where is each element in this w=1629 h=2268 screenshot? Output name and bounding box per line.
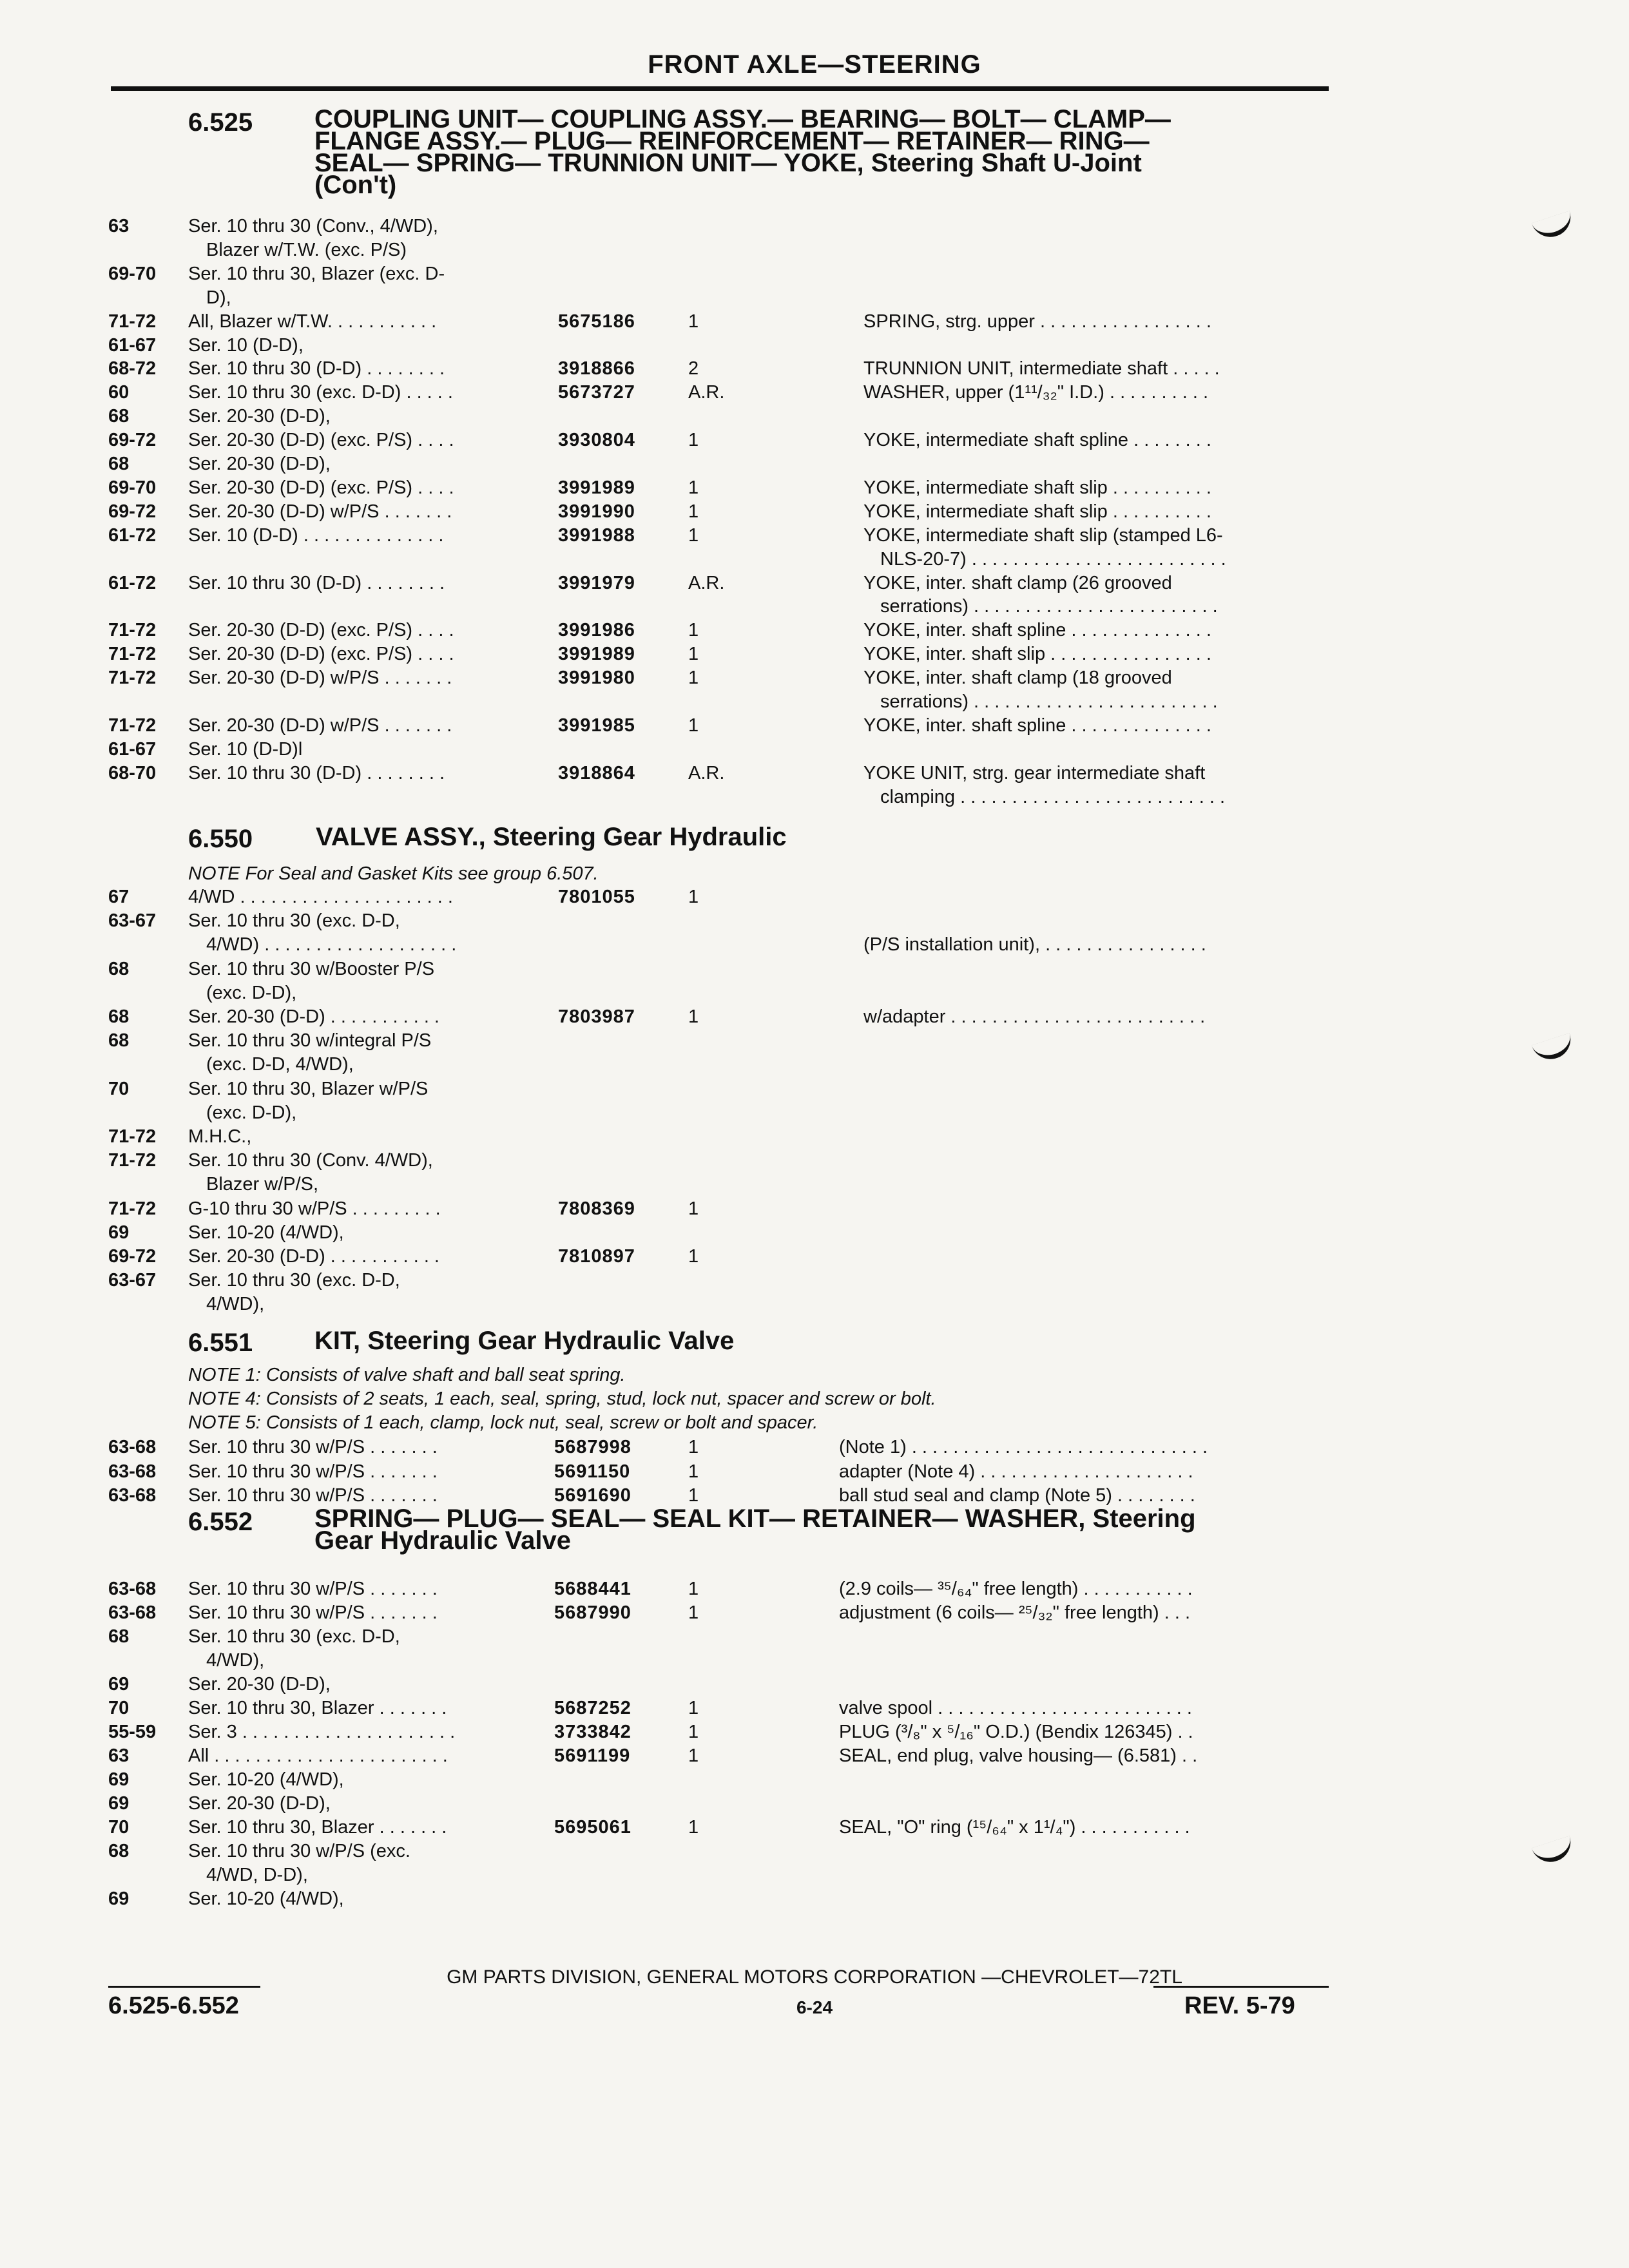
application-cell: (exc. D-D, 4/WD), bbox=[206, 1054, 354, 1075]
part-number-cell: 3991979 bbox=[558, 572, 635, 593]
year-cell: 71-72 bbox=[108, 1126, 157, 1147]
year-cell: 69-72 bbox=[108, 501, 157, 522]
description-cell: SEAL, end plug, valve housing— (6.581) . . bbox=[839, 1745, 1198, 1766]
application-cell: Ser. 10 (D-D)l bbox=[188, 738, 303, 760]
description-cell: adapter (Note 4) . . . . . . . . . . . . . . . . . . . . . bbox=[839, 1461, 1193, 1482]
section-title: VALVE ASSY., Steering Gear Hydraulic bbox=[316, 823, 787, 851]
description-cell: YOKE, inter. shaft spline . . . . . . . . . . . . . . bbox=[863, 715, 1211, 736]
part-number-cell: 7803987 bbox=[558, 1006, 635, 1027]
section-title: SPRING— PLUG— SEAL— SEAL KIT— RETAINER— WASHER, Steering Gear Hydraulic Valve bbox=[314, 1504, 1196, 1555]
table-row bbox=[0, 1841, 1629, 1865]
application-cell: M.H.C., bbox=[188, 1126, 252, 1147]
table-row bbox=[0, 1865, 1629, 1889]
quantity-cell: 1 bbox=[688, 501, 699, 522]
application-cell: Ser. 10 thru 30, Blazer w/P/S bbox=[188, 1078, 429, 1099]
application-cell: Ser. 10 thru 30 (exc. D-D) . . . . . bbox=[188, 382, 453, 403]
table-row bbox=[0, 525, 1629, 550]
description-cell: (2.9 coils— ³⁵/₆₄" free length) . . . . . . . . . . . bbox=[839, 1579, 1193, 1599]
quantity-cell: A.R. bbox=[688, 382, 725, 403]
table-row bbox=[0, 1698, 1629, 1722]
part-number-cell: 3733842 bbox=[554, 1722, 631, 1742]
quantity-cell: 2 bbox=[688, 358, 699, 380]
part-number-cell: 3930804 bbox=[558, 430, 635, 451]
table-row bbox=[0, 910, 1629, 935]
application-cell: 4/WD), bbox=[206, 1294, 265, 1315]
quantity-cell: A.R. bbox=[688, 762, 725, 783]
year-cell: 63-68 bbox=[108, 1437, 157, 1457]
table-row bbox=[0, 1745, 1629, 1770]
table-row bbox=[0, 1174, 1629, 1198]
part-number-cell: 5673727 bbox=[558, 382, 635, 403]
table-row bbox=[0, 1888, 1629, 1913]
table-row bbox=[0, 406, 1629, 430]
description-cell: (P/S installation unit), . . . . . . . . . . . . . . . . bbox=[863, 934, 1206, 956]
section-title: COUPLING UNIT— COUPLING ASSY.— BEARING— BOLT— CLAMP— FLANGE ASSY.— PLUG— REINFORCEMENT— RETAINER— RING— SEAL— SPRING— TRUNNION UNIT— YOKE, Steering Shaft U-Joint (Con't) bbox=[314, 105, 1171, 199]
year-cell: 68 bbox=[108, 454, 130, 474]
application-cell: Ser. 20-30 (D-D) w/P/S . . . . . . . bbox=[188, 715, 452, 736]
description-cell: serrations) . . . . . . . . . . . . . . . . . . . . . . . . bbox=[880, 596, 1218, 617]
year-cell: 68 bbox=[108, 1626, 130, 1647]
quantity-cell: 1 bbox=[688, 1485, 699, 1506]
application-cell: Ser. 10 thru 30 w/P/S (exc. bbox=[188, 1841, 410, 1861]
part-number-cell: 5675186 bbox=[558, 311, 635, 332]
quantity-cell: 1 bbox=[688, 668, 699, 689]
application-cell: Ser. 10 thru 30, Blazer . . . . . . . bbox=[188, 1817, 447, 1838]
table-row bbox=[0, 335, 1629, 360]
year-cell: 68-70 bbox=[108, 762, 157, 783]
year-cell: 61-67 bbox=[108, 334, 157, 356]
table-row bbox=[0, 1602, 1629, 1627]
year-cell: 69 bbox=[108, 1888, 130, 1909]
application-cell: All, Blazer w/T.W. . . . . . . . . . . bbox=[188, 311, 437, 332]
year-cell: 68 bbox=[108, 958, 130, 979]
description-cell: PLUG (³/₈" x ⁵/₁₆" O.D.) (Bendix 126345) . . bbox=[839, 1722, 1193, 1742]
part-number-cell: 5691690 bbox=[554, 1485, 631, 1506]
table-row bbox=[0, 1793, 1629, 1818]
table-row bbox=[0, 1006, 1629, 1031]
section-number: 6.551 bbox=[188, 1329, 253, 1357]
table-row bbox=[0, 240, 1629, 264]
description-cell: SEAL, "O" ring (¹⁵/₆₄" x 1¹/₄") . . . . . . . . . . . bbox=[839, 1817, 1190, 1838]
year-cell: 68-72 bbox=[108, 358, 157, 380]
application-cell: Ser. 10 thru 30 (Conv., 4/WD), bbox=[188, 216, 438, 236]
table-row bbox=[0, 763, 1629, 787]
table-row bbox=[0, 1246, 1629, 1271]
table-row bbox=[0, 668, 1629, 692]
year-cell: 71-72 bbox=[108, 620, 157, 641]
footer-publisher: GM PARTS DIVISION, GENERAL MOTORS CORPORATION —CHEVROLET—72TL bbox=[447, 1966, 1182, 1988]
section-note: NOTE 1: Consists of valve shaft and ball seat spring. bbox=[188, 1365, 626, 1385]
year-cell: 69-70 bbox=[108, 263, 157, 284]
application-cell: Ser. 20-30 (D-D) (exc. P/S) . . . . bbox=[188, 430, 454, 451]
table-row bbox=[0, 477, 1629, 502]
application-cell: Ser. 20-30 (D-D), bbox=[188, 1674, 331, 1695]
section-note: NOTE 4: Consists of 2 seats, 1 each, seal, spring, stud, lock nut, spacer and screw or bolt. bbox=[188, 1389, 936, 1409]
quantity-cell: 1 bbox=[688, 1745, 699, 1766]
application-cell: G-10 thru 30 w/P/S . . . . . . . . . bbox=[188, 1198, 441, 1219]
quantity-cell: 1 bbox=[688, 1198, 699, 1219]
application-cell: Blazer w/T.W. (exc. P/S) bbox=[206, 239, 407, 260]
year-cell: 63-67 bbox=[108, 910, 157, 932]
table-row bbox=[0, 501, 1629, 526]
application-cell: 4/WD) . . . . . . . . . . . . . . . . . . . bbox=[206, 934, 457, 956]
application-cell: Ser. 10 thru 30 (exc. D-D, bbox=[188, 1626, 400, 1647]
table-row bbox=[0, 1150, 1629, 1175]
application-cell: Ser. 20-30 (D-D) (exc. P/S) . . . . bbox=[188, 477, 454, 498]
table-row bbox=[0, 358, 1629, 383]
description-cell: YOKE, inter. shaft spline . . . . . . . . . . . . . . bbox=[863, 620, 1211, 641]
year-cell: 61-67 bbox=[108, 738, 157, 760]
part-number-cell: 5687252 bbox=[554, 1698, 631, 1718]
quantity-cell: 1 bbox=[688, 644, 699, 665]
table-row bbox=[0, 715, 1629, 740]
footer-section-range: 6.525-6.552 bbox=[108, 1992, 239, 2019]
part-number-cell: 7801055 bbox=[558, 887, 635, 907]
part-number-cell: 3991989 bbox=[558, 477, 635, 498]
year-cell: 61-72 bbox=[108, 524, 157, 546]
application-cell: Ser. 10 thru 30, Blazer (exc. D- bbox=[188, 263, 445, 284]
quantity-cell: A.R. bbox=[688, 572, 725, 593]
description-cell: YOKE UNIT, strg. gear intermediate shaft bbox=[863, 762, 1206, 783]
quantity-cell: 1 bbox=[688, 1602, 699, 1623]
top-rule bbox=[111, 86, 1329, 91]
quantity-cell: 1 bbox=[688, 311, 699, 332]
application-cell: Ser. 20-30 (D-D), bbox=[188, 406, 331, 427]
quantity-cell: 1 bbox=[688, 1698, 699, 1718]
year-cell: 69 bbox=[108, 1769, 130, 1790]
application-cell: Ser. 20-30 (D-D) w/P/S . . . . . . . bbox=[188, 668, 452, 689]
table-row bbox=[0, 216, 1629, 240]
table-row bbox=[0, 644, 1629, 668]
table-row bbox=[0, 1222, 1629, 1247]
quantity-cell: 1 bbox=[688, 1461, 699, 1482]
quantity-cell: 1 bbox=[688, 1246, 699, 1267]
application-cell: Ser. 20-30 (D-D) w/P/S . . . . . . . bbox=[188, 501, 452, 522]
year-cell: 71-72 bbox=[108, 1150, 157, 1171]
year-cell: 63-67 bbox=[108, 1270, 157, 1291]
year-cell: 71-72 bbox=[108, 668, 157, 689]
quantity-cell: 1 bbox=[688, 1437, 699, 1457]
application-cell: (exc. D-D), bbox=[206, 1102, 297, 1123]
table-row bbox=[0, 1626, 1629, 1651]
year-cell: 69-72 bbox=[108, 1246, 157, 1267]
table-row bbox=[0, 1079, 1629, 1103]
application-cell: Ser. 10 thru 30, Blazer . . . . . . . bbox=[188, 1698, 447, 1718]
application-cell: Ser. 10 thru 30 (exc. D-D, bbox=[188, 1270, 400, 1291]
part-number-cell: 3991988 bbox=[558, 524, 635, 546]
description-cell: adjustment (6 coils— ²⁵/₃₂" free length) . . . bbox=[839, 1602, 1191, 1623]
part-number-cell: 5695061 bbox=[554, 1817, 631, 1838]
table-row bbox=[0, 983, 1629, 1007]
description-cell: valve spool . . . . . . . . . . . . . . . . . . . . . . . . . bbox=[839, 1698, 1192, 1718]
table-row bbox=[0, 573, 1629, 597]
application-cell: Ser. 10 thru 30 (Conv. 4/WD), bbox=[188, 1150, 433, 1171]
quantity-cell: 1 bbox=[688, 524, 699, 546]
quantity-cell: 1 bbox=[688, 715, 699, 736]
table-row bbox=[0, 691, 1629, 716]
table-row bbox=[0, 1294, 1629, 1318]
table-row bbox=[0, 1674, 1629, 1698]
application-cell: Ser. 10 thru 30 (D-D) . . . . . . . . bbox=[188, 572, 445, 593]
description-cell: ball stud seal and clamp (Note 5) . . . . . . . . bbox=[839, 1485, 1195, 1506]
application-cell: Ser. 20-30 (D-D), bbox=[188, 454, 331, 474]
description-cell: YOKE, intermediate shaft slip . . . . . . . . . . bbox=[863, 501, 1211, 522]
year-cell: 63 bbox=[108, 1745, 130, 1766]
year-cell: 68 bbox=[108, 1006, 130, 1027]
section-title: KIT, Steering Gear Hydraulic Valve bbox=[314, 1327, 735, 1355]
table-row bbox=[0, 287, 1629, 312]
year-cell: 68 bbox=[108, 406, 130, 427]
application-cell: 4/WD . . . . . . . . . . . . . . . . . . . . . bbox=[188, 887, 453, 907]
table-row bbox=[0, 887, 1629, 911]
year-cell: 69 bbox=[108, 1222, 130, 1243]
year-cell: 69 bbox=[108, 1674, 130, 1695]
application-cell: D), bbox=[206, 287, 231, 308]
table-row bbox=[0, 959, 1629, 983]
table-row bbox=[0, 1198, 1629, 1223]
table-row bbox=[0, 430, 1629, 454]
quantity-cell: 1 bbox=[688, 1722, 699, 1742]
table-row bbox=[0, 1126, 1629, 1151]
quantity-cell: 1 bbox=[688, 1817, 699, 1838]
table-row bbox=[0, 1054, 1629, 1079]
application-cell: Ser. 10-20 (4/WD), bbox=[188, 1222, 344, 1243]
part-number-cell: 3918864 bbox=[558, 762, 635, 783]
table-row bbox=[0, 787, 1629, 811]
table-row bbox=[0, 1102, 1629, 1127]
application-cell: Ser. 10 (D-D) . . . . . . . . . . . . . . bbox=[188, 524, 444, 546]
section-number: 6.552 bbox=[188, 1508, 253, 1536]
table-row bbox=[0, 454, 1629, 478]
application-cell: Ser. 10 thru 30 (D-D) . . . . . . . . bbox=[188, 762, 445, 783]
year-cell: 61-72 bbox=[108, 572, 157, 593]
description-cell: YOKE, inter. shaft slip . . . . . . . . . . . . . . . . bbox=[863, 644, 1211, 665]
year-cell: 63-68 bbox=[108, 1579, 157, 1599]
part-number-cell: 5691150 bbox=[554, 1461, 631, 1482]
year-cell: 70 bbox=[108, 1817, 130, 1838]
description-cell: YOKE, intermediate shaft slip . . . . . . . . . . bbox=[863, 477, 1211, 498]
description-cell: TRUNNION UNIT, intermediate shaft . . . . . bbox=[863, 358, 1220, 380]
year-cell: 63-68 bbox=[108, 1485, 157, 1506]
application-cell: (exc. D-D), bbox=[206, 982, 297, 1003]
quantity-cell: 1 bbox=[688, 430, 699, 451]
application-cell: Ser. 10 thru 30 w/Booster P/S bbox=[188, 958, 435, 979]
application-cell: Ser. 10 thru 30 w/P/S . . . . . . . bbox=[188, 1579, 438, 1599]
table-row bbox=[0, 934, 1629, 959]
part-number-cell: 3991986 bbox=[558, 620, 635, 641]
footer-page-number: 6-24 bbox=[796, 1997, 833, 2017]
application-cell: 4/WD), bbox=[206, 1650, 265, 1671]
application-cell: Ser. 10 thru 30 w/integral P/S bbox=[188, 1030, 432, 1052]
year-cell: 69 bbox=[108, 1793, 130, 1814]
year-cell: 63-68 bbox=[108, 1602, 157, 1623]
application-cell: Ser. 10 thru 30 w/P/S . . . . . . . bbox=[188, 1461, 438, 1482]
section-note: NOTE For Seal and Gasket Kits see group 6.507. bbox=[188, 863, 599, 884]
table-row bbox=[0, 1817, 1629, 1841]
application-cell: Ser. 3 . . . . . . . . . . . . . . . . . . . . . bbox=[188, 1722, 456, 1742]
year-cell: 68 bbox=[108, 1030, 130, 1052]
application-cell: Ser. 20-30 (D-D) . . . . . . . . . . . bbox=[188, 1246, 439, 1267]
section-number: 6.550 bbox=[188, 825, 253, 853]
table-row bbox=[0, 382, 1629, 407]
table-row bbox=[0, 1270, 1629, 1294]
table-row bbox=[0, 1437, 1629, 1461]
quantity-cell: 1 bbox=[688, 887, 699, 907]
part-number-cell: 7810897 bbox=[558, 1246, 635, 1267]
application-cell: All . . . . . . . . . . . . . . . . . . . . . . . bbox=[188, 1745, 448, 1766]
description-cell: (Note 1) . . . . . . . . . . . . . . . . . . . . . . . . . . . . . bbox=[839, 1437, 1208, 1457]
year-cell: 60 bbox=[108, 382, 130, 403]
part-number-cell: 5687990 bbox=[554, 1602, 631, 1623]
year-cell: 70 bbox=[108, 1078, 130, 1099]
part-number-cell: 5687998 bbox=[554, 1437, 631, 1457]
part-number-cell: 3918866 bbox=[558, 358, 635, 380]
application-cell: Blazer w/P/S, bbox=[206, 1174, 319, 1195]
footer-revision: REV. 5-79 bbox=[1184, 1992, 1295, 2019]
year-cell: 68 bbox=[108, 1841, 130, 1861]
table-row bbox=[0, 549, 1629, 573]
table-row bbox=[0, 264, 1629, 288]
application-cell: Ser. 10-20 (4/WD), bbox=[188, 1769, 344, 1790]
table-row bbox=[0, 596, 1629, 620]
quantity-cell: 1 bbox=[688, 620, 699, 641]
application-cell: Ser. 20-30 (D-D), bbox=[188, 1793, 331, 1814]
year-cell: 71-72 bbox=[108, 715, 157, 736]
year-cell: 67 bbox=[108, 887, 130, 907]
application-cell: Ser. 10 thru 30 (exc. D-D, bbox=[188, 910, 400, 932]
year-cell: 71-72 bbox=[108, 311, 157, 332]
application-cell: Ser. 10 thru 30 w/P/S . . . . . . . bbox=[188, 1437, 438, 1457]
application-cell: Ser. 20-30 (D-D) (exc. P/S) . . . . bbox=[188, 644, 454, 665]
table-row bbox=[0, 739, 1629, 764]
table-row bbox=[0, 1030, 1629, 1055]
description-cell: YOKE, inter. shaft clamp (26 grooved bbox=[863, 572, 1172, 593]
year-cell: 71-72 bbox=[108, 1198, 157, 1219]
table-row bbox=[0, 1461, 1629, 1486]
quantity-cell: 1 bbox=[688, 1579, 699, 1599]
year-cell: 55-59 bbox=[108, 1722, 157, 1742]
year-cell: 69-70 bbox=[108, 477, 157, 498]
year-cell: 71-72 bbox=[108, 644, 157, 665]
part-number-cell: 3991985 bbox=[558, 715, 635, 736]
year-cell: 70 bbox=[108, 1698, 130, 1718]
description-cell: w/adapter . . . . . . . . . . . . . . . . . . . . . . . . . bbox=[863, 1006, 1206, 1027]
application-cell: Ser. 10 thru 30 w/P/S . . . . . . . bbox=[188, 1485, 438, 1506]
table-row bbox=[0, 1650, 1629, 1675]
year-cell: 63-68 bbox=[108, 1461, 157, 1482]
part-number-cell: 7808369 bbox=[558, 1198, 635, 1219]
quantity-cell: 1 bbox=[688, 477, 699, 498]
part-number-cell: 3991980 bbox=[558, 668, 635, 689]
year-cell: 69-72 bbox=[108, 430, 157, 451]
page-title: FRONT AXLE—STEERING bbox=[648, 50, 981, 79]
section-number: 6.525 bbox=[188, 108, 253, 137]
description-cell: WASHER, upper (1¹¹/₃₂" I.D.) . . . . . . . . . . bbox=[863, 382, 1209, 403]
table-row bbox=[0, 311, 1629, 336]
year-cell: 63 bbox=[108, 216, 130, 236]
application-cell: Ser. 10-20 (4/WD), bbox=[188, 1888, 344, 1909]
application-cell: Ser. 10 thru 30 w/P/S . . . . . . . bbox=[188, 1602, 438, 1623]
part-number-cell: 5691199 bbox=[554, 1745, 631, 1766]
description-cell: clamping . . . . . . . . . . . . . . . . . . . . . . . . . . bbox=[880, 786, 1226, 807]
application-cell: Ser. 20-30 (D-D) . . . . . . . . . . . bbox=[188, 1006, 439, 1027]
application-cell: Ser. 10 (D-D), bbox=[188, 334, 304, 356]
description-cell: serrations) . . . . . . . . . . . . . . . . . . . . . . . . bbox=[880, 691, 1218, 712]
description-cell: YOKE, inter. shaft clamp (18 grooved bbox=[863, 668, 1172, 689]
part-number-cell: 3991990 bbox=[558, 501, 635, 522]
table-row bbox=[0, 620, 1629, 644]
part-number-cell: 3991989 bbox=[558, 644, 635, 665]
application-cell: 4/WD, D-D), bbox=[206, 1865, 308, 1885]
description-cell: NLS-20-7) . . . . . . . . . . . . . . . . . . . . . . . . . bbox=[880, 548, 1226, 570]
table-row bbox=[0, 1722, 1629, 1746]
description-cell: YOKE, intermediate shaft spline . . . . . . . . bbox=[863, 430, 1211, 451]
table-row bbox=[0, 1769, 1629, 1794]
description-cell: SPRING, strg. upper . . . . . . . . . . . . . . . . . bbox=[863, 311, 1211, 332]
section-note: NOTE 5: Consists of 1 each, clamp, lock nut, seal, screw or bolt and spacer. bbox=[188, 1412, 818, 1433]
quantity-cell: 1 bbox=[688, 1006, 699, 1027]
application-cell: Ser. 10 thru 30 (D-D) . . . . . . . . bbox=[188, 358, 445, 380]
part-number-cell: 5688441 bbox=[554, 1579, 631, 1599]
description-cell: YOKE, intermediate shaft slip (stamped L6- bbox=[863, 524, 1223, 546]
table-row bbox=[0, 1579, 1629, 1603]
application-cell: Ser. 20-30 (D-D) (exc. P/S) . . . . bbox=[188, 620, 454, 641]
